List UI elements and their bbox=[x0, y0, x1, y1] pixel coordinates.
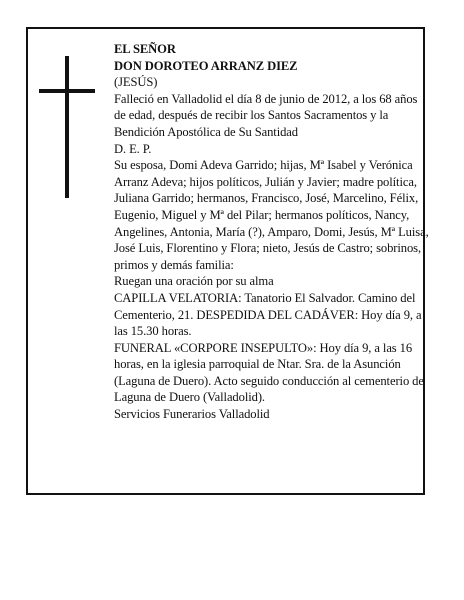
funeral-details: FUNERAL «CORPORE INSEPULTO»: Hoy día 9, a las 16 horas, en la iglesia parroquial de Ntar. Sra. de la Asunción (Laguna de Duero). Acto seguido conducción al cementerio de Laguna de Duero (Valladolid). bbox=[114, 340, 424, 405]
obituary-text bbox=[114, 41, 430, 423]
obituary-notice-frame bbox=[26, 27, 429, 495]
cross-vertical-bar bbox=[65, 56, 69, 198]
funeral-services-provider: Servicios Funerarios Valladolid bbox=[114, 407, 270, 422]
cross-icon bbox=[39, 56, 95, 198]
deceased-nickname: (JESÚS) bbox=[114, 75, 158, 90]
family-list: Su esposa, Domi Adeva Garrido; hijas, Mª Isabel y Verónica Arranz Adeva; hijos políticos, Julián y Javier; madre política, Juliana Garrido; hermanos, Francisco, José, Marcelino, Félix, Eugenio, Miguel y Mª del Pilar; hermanos políticos, Nancy, Angelines, Antonia, María (?), Amparo, Domi, Jesús, Mª Luisa, José Luis, Florentino y Flora; nieto, Jesús de Castro; sobrinos, primos y demás familia: bbox=[114, 158, 429, 272]
cross-horizontal-bar bbox=[39, 89, 95, 93]
wake-details: CAPILLA VELATORIA: Tanatorio El Salvador. Camino del Cementerio, 21. DESPEDIDA DEL CADÁVER: Hoy día 9, a las 15.30 horas. bbox=[114, 290, 422, 339]
rest-in-peace: D. E. P. bbox=[114, 141, 152, 156]
prayer-request: Ruegan una oración por su alma bbox=[114, 274, 274, 289]
deceased-name: DON DOROTEO ARRANZ DIEZ bbox=[114, 58, 298, 73]
death-announcement: Falleció en Valladolid el día 8 de junio de 2012, a los 68 años de edad, después de recibir los Santos Sacramentos y la Bendición Apostólica de Su Santidad bbox=[114, 91, 418, 139]
title-honorific: EL SEÑOR bbox=[114, 42, 176, 56]
